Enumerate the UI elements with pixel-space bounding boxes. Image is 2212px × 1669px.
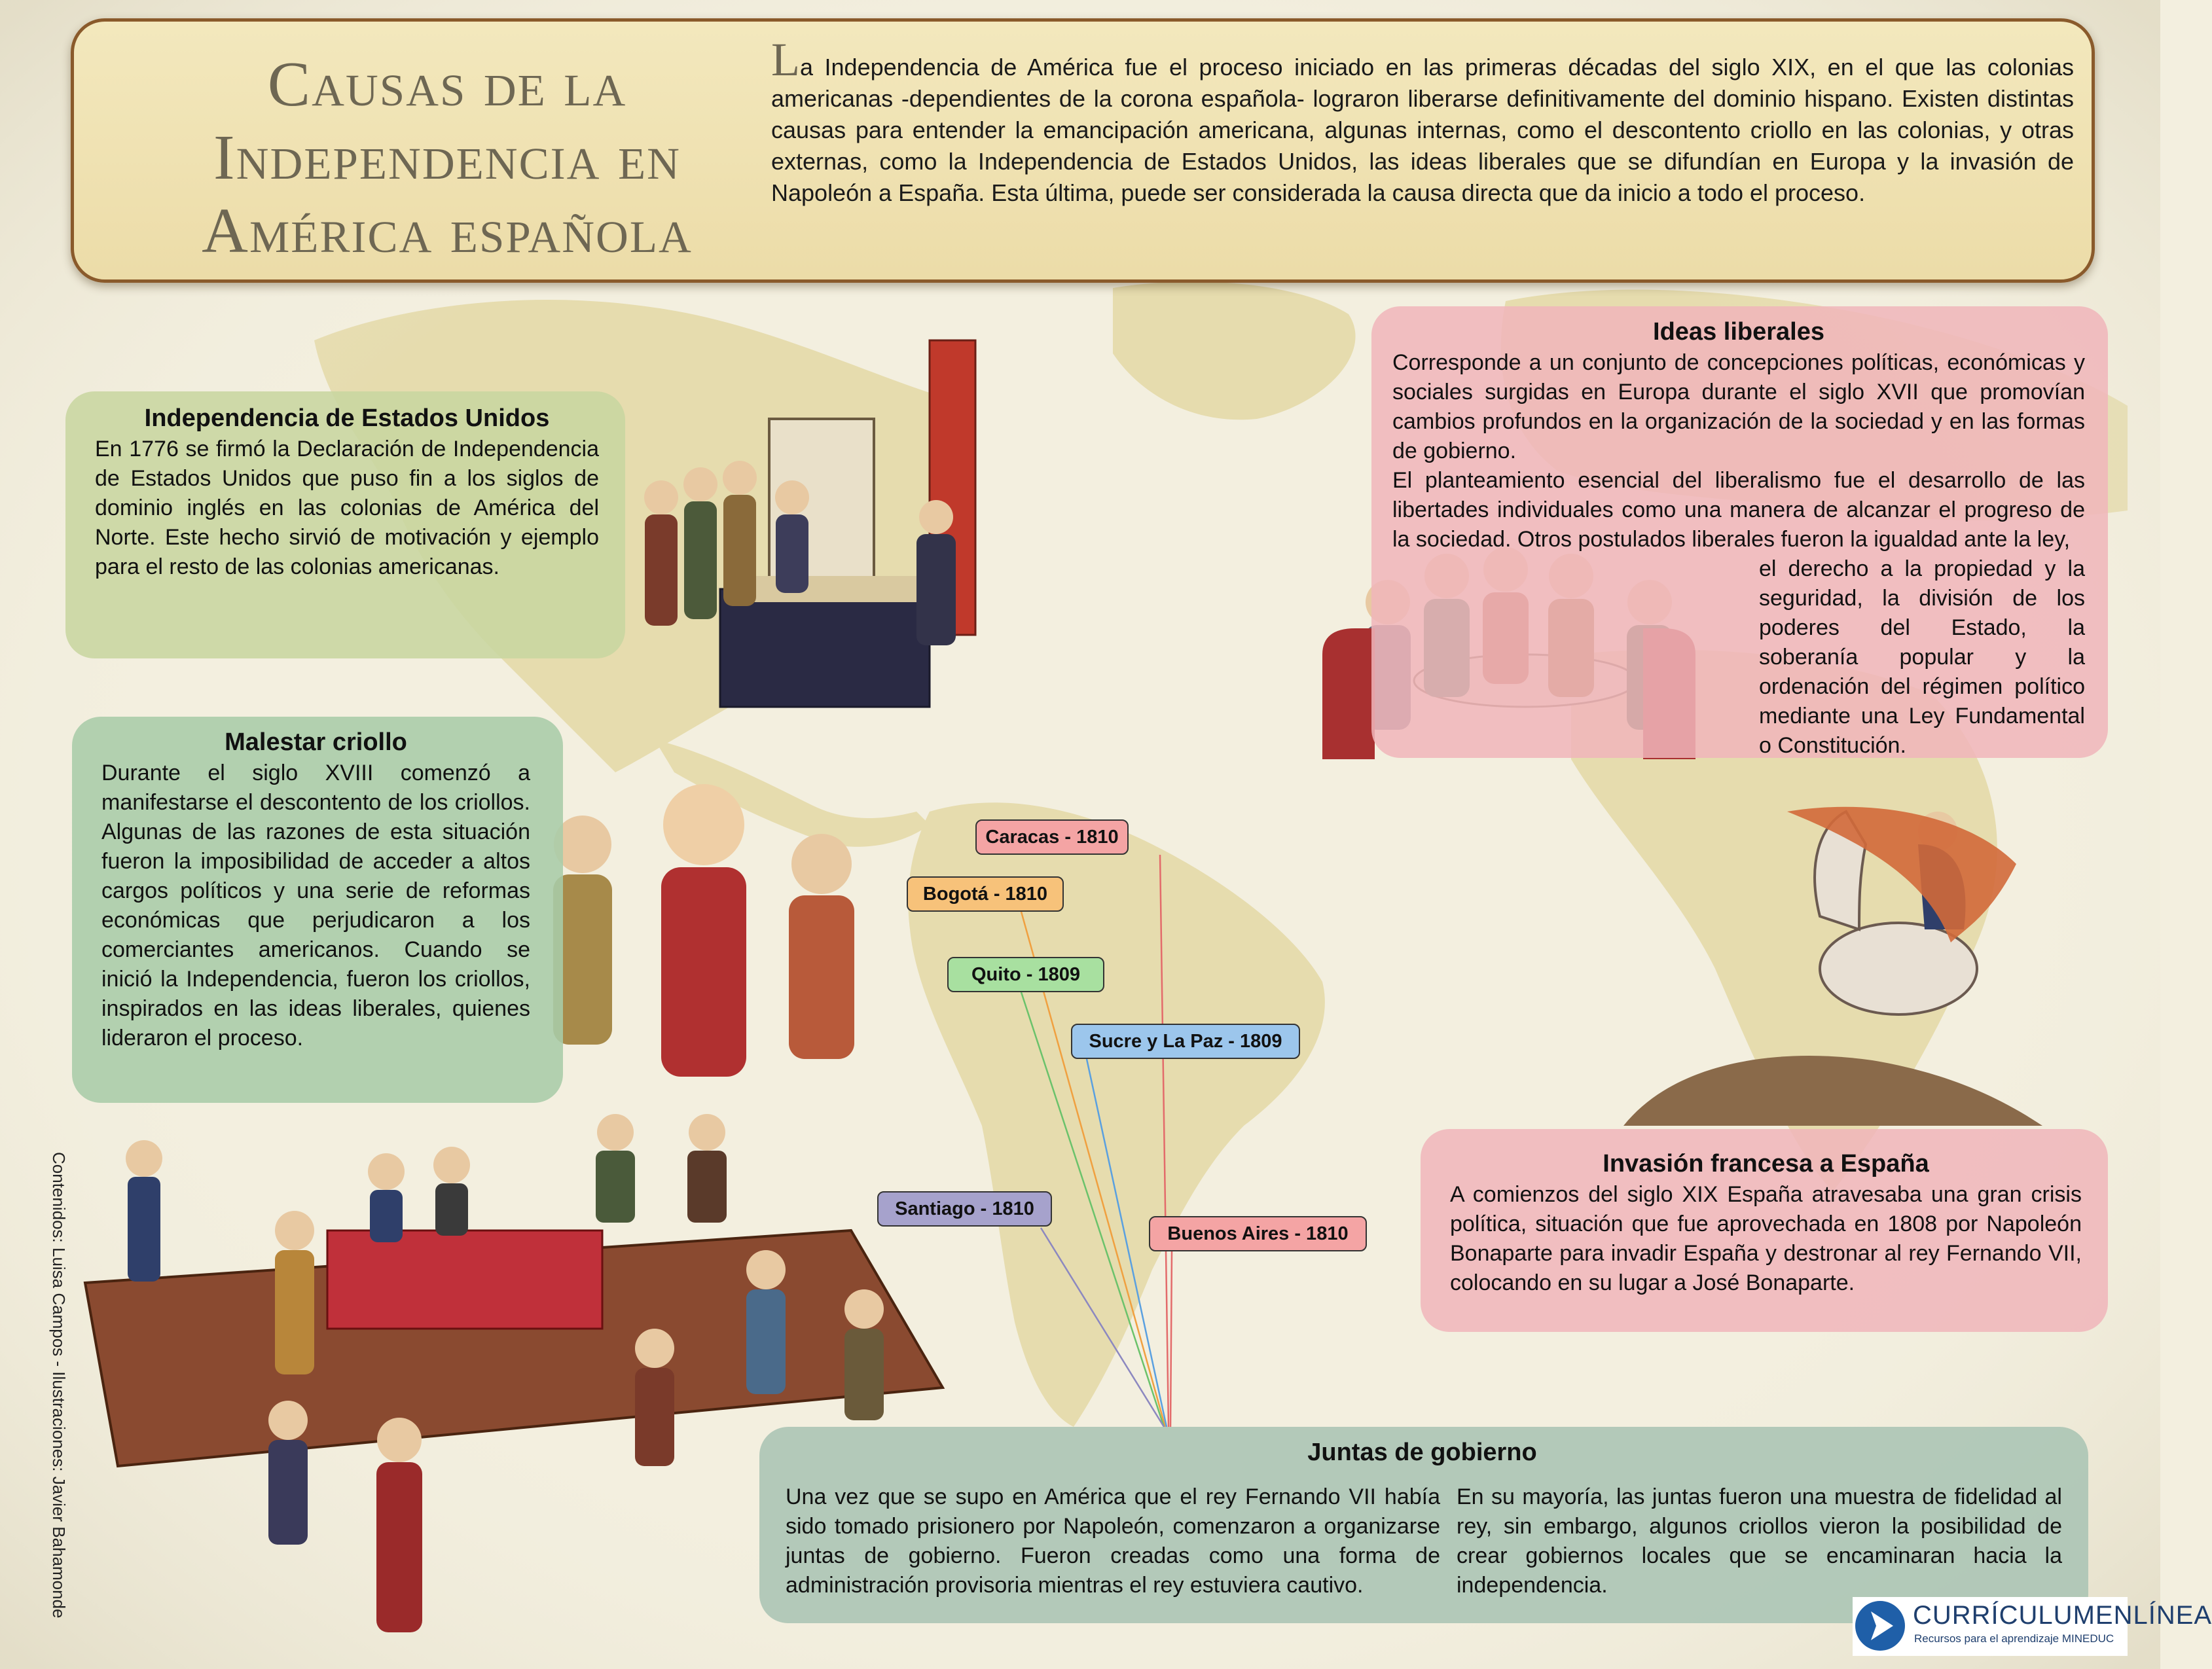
intro-drop-cap: L xyxy=(771,33,800,86)
juntas-title: Juntas de gobierno xyxy=(1307,1439,1537,1466)
liberal-ideas-text-3: el derecho a la propiedad y la seguridad, la división de los poderes del Estado, la soberanía popular y la ordenación del régimen político mediante una Ley Fundamental o Constitución. xyxy=(1759,556,2085,758)
juntas-box xyxy=(759,1427,2088,1623)
criollo-discontent-text: Durante el siglo XVIII comenzó a manifestarse el descontento de los criollos. Algunas de las razones de esta situación fueron la imposibilidad de acceder a altos cargos políticos y una serie de reformas económicas que perjudicaron a los comerciantes americanos. Cuando se inició la Independencia, fueron los criollos, inspirados en las ideas liberales, quienes lideraron el proceso. xyxy=(101,761,530,1050)
junta-tag-quito: Quito - 1809 xyxy=(947,957,1104,992)
logo-tagline: Recursos para el aprendizaje MINEDUC xyxy=(1914,1632,2114,1645)
curriculum-en-linea-logo[interactable] xyxy=(1853,1597,2212,1656)
juntas-text-left: Una vez que se supo en América que el rey Fernando VII había sido tomado prisionero por Napoleón, comenzaron a organizarse juntas de gobierno. Fueron creadas como una forma de administración provisoria mientras el rey estuviera cautivo. xyxy=(786,1484,1440,1598)
french-invasion-box xyxy=(1421,1129,2108,1332)
liberal-ideas-box xyxy=(1371,306,2108,758)
junta-tag-santiago: Santiago - 1810 xyxy=(877,1191,1052,1227)
header-panel xyxy=(71,18,2095,283)
page-title: Causas de la Independencia en América española xyxy=(202,49,693,266)
credits-text: Contenidos: Luisa Campos - Ilustraciones: Javier Bahamonde xyxy=(49,1152,69,1619)
play-arrow-icon xyxy=(1855,1601,1905,1651)
juntas-text-right: En su mayoría, las juntas fueron una muestra de fidelidad al rey, sin embargo, algunos criollos vieron la posibilidad de crear gobiernos locales que se encaminaran hacia la independencia. xyxy=(1457,1484,2062,1598)
junta-tag-caracas: Caracas - 1810 xyxy=(975,819,1129,855)
intro-text: a Independencia de América fue el proceso iniciado en las primeras décadas del siglo XIX, en el que las colonias americanas -dependientes de la corona española- lograron liberarse definitivamente del dominio hispano. Existen distintas causas para entender la emancipación americana, algunas internas, como el descontento criollo en las colonias, y otras externas, como la Independencia de Estados Unidos, las ideas liberales que se difundían en Europa y la invasión de Napoleón a España. Esta última, puede ser considerada la causa directa que da inicio a todo el proceso. xyxy=(771,54,2074,206)
french-invasion-text: A comienzos del siglo XIX España atravesaba una gran crisis política, situación que fue aprovechada en 1808 por Napoleón Bonaparte para invadir España y destronar al rey Fernando VII, colocando en su lugar a José Bonaparte. xyxy=(1450,1182,2082,1295)
usa-independence-box xyxy=(65,391,625,658)
criollo-discontent-box xyxy=(72,717,563,1103)
junta-tag-buenos-aires: Buenos Aires - 1810 xyxy=(1149,1216,1367,1251)
junta-tag-bogota: Bogotá - 1810 xyxy=(907,876,1064,912)
liberal-ideas-text-1: Corresponde a un conjunto de concepciones políticas, económicas y sociales surgidas en Europa durante el siglo XVII que promovían cambios profundos en la organización de la sociedad y en las formas de gobierno. xyxy=(1392,350,2085,463)
junta-tag-sucre-la-paz: Sucre y La Paz - 1809 xyxy=(1071,1024,1300,1059)
intro-paragraph xyxy=(771,33,2074,209)
french-invasion-title: Invasión francesa a España xyxy=(1603,1150,1929,1177)
liberal-ideas-text-2: El planteamiento esencial del liberalismo fue el desarrollo de las libertades individuales como una manera de alcanzar el progreso de la sociedad. Otros postulados liberales fueron la igualdad ante la ley, xyxy=(1392,468,2085,552)
usa-independence-title: Independencia de Estados Unidos xyxy=(144,404,550,432)
usa-independence-text: En 1776 se firmó la Declaración de Independencia de Estados Unidos que puso fin a los siglos de dominio inglés en las colonias de América del Norte. Este hecho sirvió de motivación y ejemplo para el resto de las colonias americanas. xyxy=(95,437,599,579)
logo-name: CURRÍCULUMENLÍNEA xyxy=(1913,1601,2212,1630)
liberal-ideas-title: Ideas liberales xyxy=(1653,318,1824,346)
criollo-discontent-title: Malestar criollo xyxy=(225,728,407,756)
